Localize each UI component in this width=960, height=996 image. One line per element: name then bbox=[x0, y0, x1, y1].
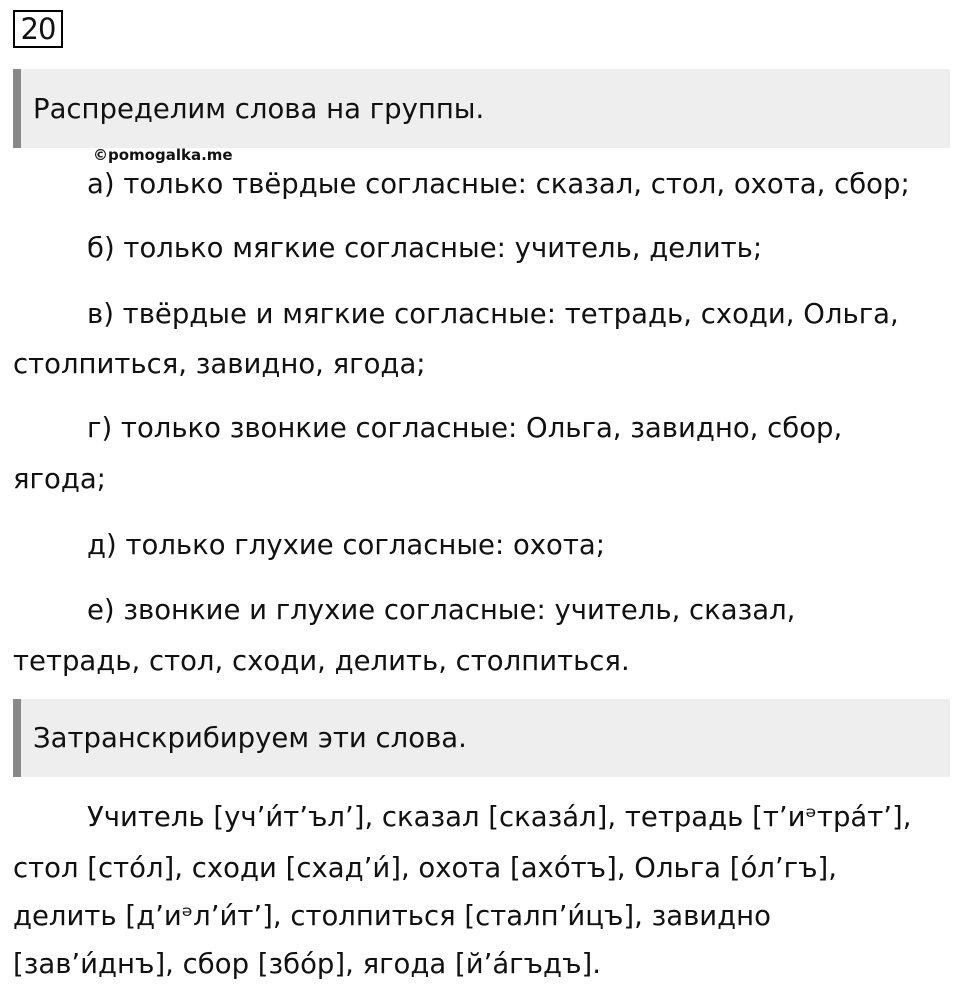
group-e-line-1: е) звонкие и глухие согласные: учитель, сказал, bbox=[87, 594, 796, 626]
section-heading-transcription bbox=[13, 699, 950, 777]
watermark: ©pomogalka.me bbox=[93, 146, 233, 164]
transcription-line-4: [зав’и́днъ], сбор [збо́р], ягода [й’а́гъдъ]. bbox=[13, 948, 601, 980]
transcription-line-3: делить [д’иᵊл’и́т’], столпиться [сталп’и́цъ], завидно bbox=[13, 900, 771, 932]
group-v-line-2: столпиться, завидно, ягода; bbox=[13, 348, 426, 380]
group-a-line: а) только твёрдые согласные: сказал, стол, охота, сбор; bbox=[87, 168, 910, 200]
exercise-number: 20 bbox=[13, 10, 63, 48]
group-v-line-1: в) твёрдые и мягкие согласные: тетрадь, сходи, Ольга, bbox=[87, 298, 899, 330]
group-b-line: б) только мягкие согласные: учитель, делить; bbox=[87, 232, 763, 264]
group-d-line: д) только глухие согласные: охота; bbox=[87, 529, 606, 561]
transcription-line-1: Учитель [уч’и́т’ъл’], сказал [сказа́л], тетрадь [т’иᵊтра́т’], bbox=[87, 801, 912, 833]
section-heading-text: Затранскрибируем эти слова. bbox=[33, 722, 467, 754]
section-heading-groups bbox=[13, 69, 950, 148]
transcription-line-2: стол [сто́л], сходи [схад’и́], охота [ахо́тъ], Ольга [о́л’гъ], bbox=[13, 852, 837, 884]
group-g-line-2: ягода; bbox=[13, 463, 106, 495]
group-g-line-1: г) только звонкие согласные: Ольга, завидно, сбор, bbox=[87, 412, 843, 444]
section-heading-text: Распределим слова на группы. bbox=[33, 92, 485, 125]
group-e-line-2: тетрадь, стол, сходи, делить, столпиться. bbox=[13, 645, 630, 677]
